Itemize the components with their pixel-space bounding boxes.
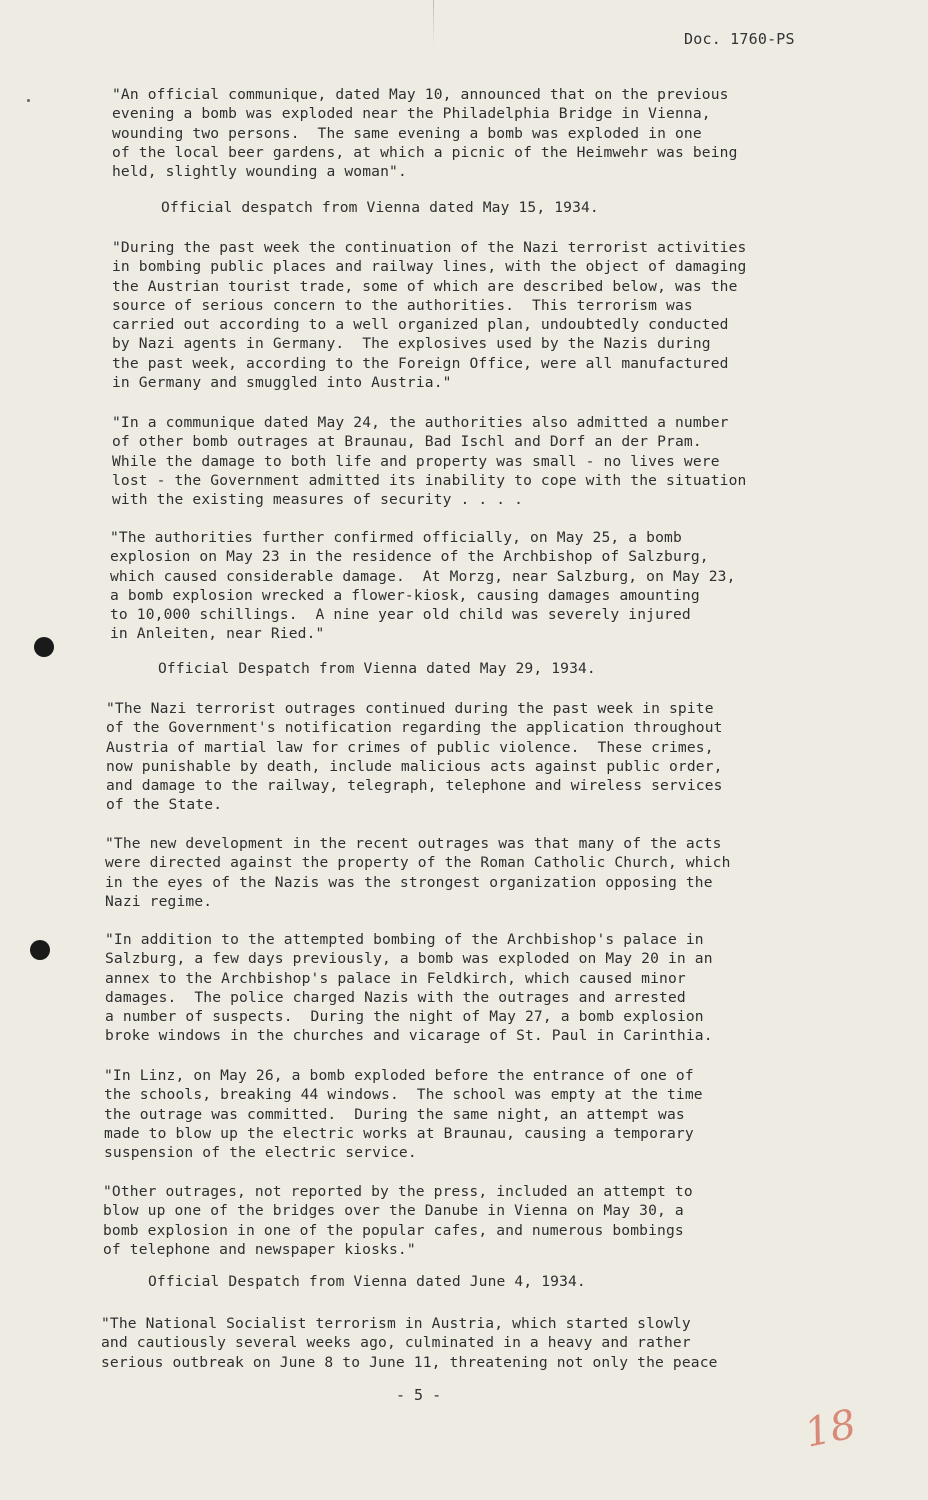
paragraph-10: "The National Socialist terrorism in Austria, which started slowly and cautiously several weeks ago, culminated in a heavy and rather serious outbreak on June 8 to June 11, threatening not only the peace (101, 1315, 718, 1371)
paragraph-9: "Other outrages, not reported by the press, included an attempt to blow up one of the bridges over the Danube in Vienna on May 30, a bomb explosion in one of the popular cafes, and numerous bombings of telephone and newspaper kiosks." (103, 1183, 693, 1258)
despatch-heading-may-15: Official despatch from Vienna dated May 15, 1934. (161, 199, 599, 216)
punch-hole (30, 940, 50, 960)
despatch-heading-june-4: Official Despatch from Vienna dated June 4, 1934. (148, 1273, 586, 1290)
handwritten-page-annotation: 18 (800, 1401, 861, 1457)
paragraph-7: "In addition to the attempted bombing of the Archbishop's palace in Salzburg, a few days previously, a bomb was exploded on May 20 in an annex to the Archbishop's palace in Feldkirch, which caused minor damages. The police charged Nazis with the outrages and arrested a number of suspects. During the night of May 27, a bomb explosion broke windows in the churches and vicarage of St. Paul in Carinthia. (105, 931, 713, 1045)
punch-hole (34, 637, 54, 657)
page-number: - 5 - (396, 1386, 442, 1404)
fold-crease (433, 0, 434, 48)
paragraph-1: "An official communique, dated May 10, announced that on the previous evening a bomb was exploded near the Philadelphia Bridge in Vienna, wounding two persons. The same evening a bomb was exploded in one of the local beer gardens, at which a picnic of the Heimwehr was being held, slightly wounding a woman". (112, 86, 738, 181)
despatch-heading-may-29: Official Despatch from Vienna dated May 29, 1934. (158, 660, 596, 677)
paragraph-5: "The Nazi terrorist outrages continued during the past week in spite of the Government's notification regarding the application throughout Austria of martial law for crimes of public violence. These crimes, now punishable by death, include malicious acts against public order, and damage to the railway, telegraph, telephone and wireless services of the State. (106, 700, 723, 814)
paragraph-8: "In Linz, on May 26, a bomb exploded before the entrance of one of the schools, breaking 44 windows. The school was empty at the time the outrage was committed. During the same night, an attempt was made to blow up the electric works at Braunau, causing a temporary suspension of the electric service. (104, 1067, 703, 1162)
paragraph-6: "The new development in the recent outrages was that many of the acts were directed against the property of the Roman Catholic Church, which in the eyes of the Nazis was the strongest organization opposing the Nazi regime. (105, 835, 731, 910)
paragraph-2: "During the past week the continuation of the Nazi terrorist activities in bombing public places and railway lines, with the object of damaging the Austrian tourist trade, some of which are described below, was the source of serious concern to the authorities. This terrorism was carried out according to a well organized plan, undoubtedly conducted by Nazi agents in Germany. The explosives used by the Nazis during the past week, according to the Foreign Office, were all manufactured in Germany and smuggled into Austria." (112, 239, 747, 392)
speck (27, 99, 30, 102)
paragraph-3: "In a communique dated May 24, the authorities also admitted a number of other bomb outrages at Braunau, Bad Ischl and Dorf an der Pram. While the damage to both life and property was small - no lives were lost - the Government admitted its inability to cope with the situation with the existing measures of security . . . . (112, 414, 747, 509)
paragraph-4: "The authorities further confirmed officially, on May 25, a bomb explosion on May 23 in the residence of the Archbishop of Salzburg, which caused considerable damage. At Morzg, near Salzburg, on May 23, a bomb explosion wrecked a flower-kiosk, causing damages amounting to 10,000 schillings. A nine year old child was severely injured in Anleiten, near Ried." (110, 529, 736, 643)
document-reference: Doc. 1760-PS (684, 30, 795, 48)
